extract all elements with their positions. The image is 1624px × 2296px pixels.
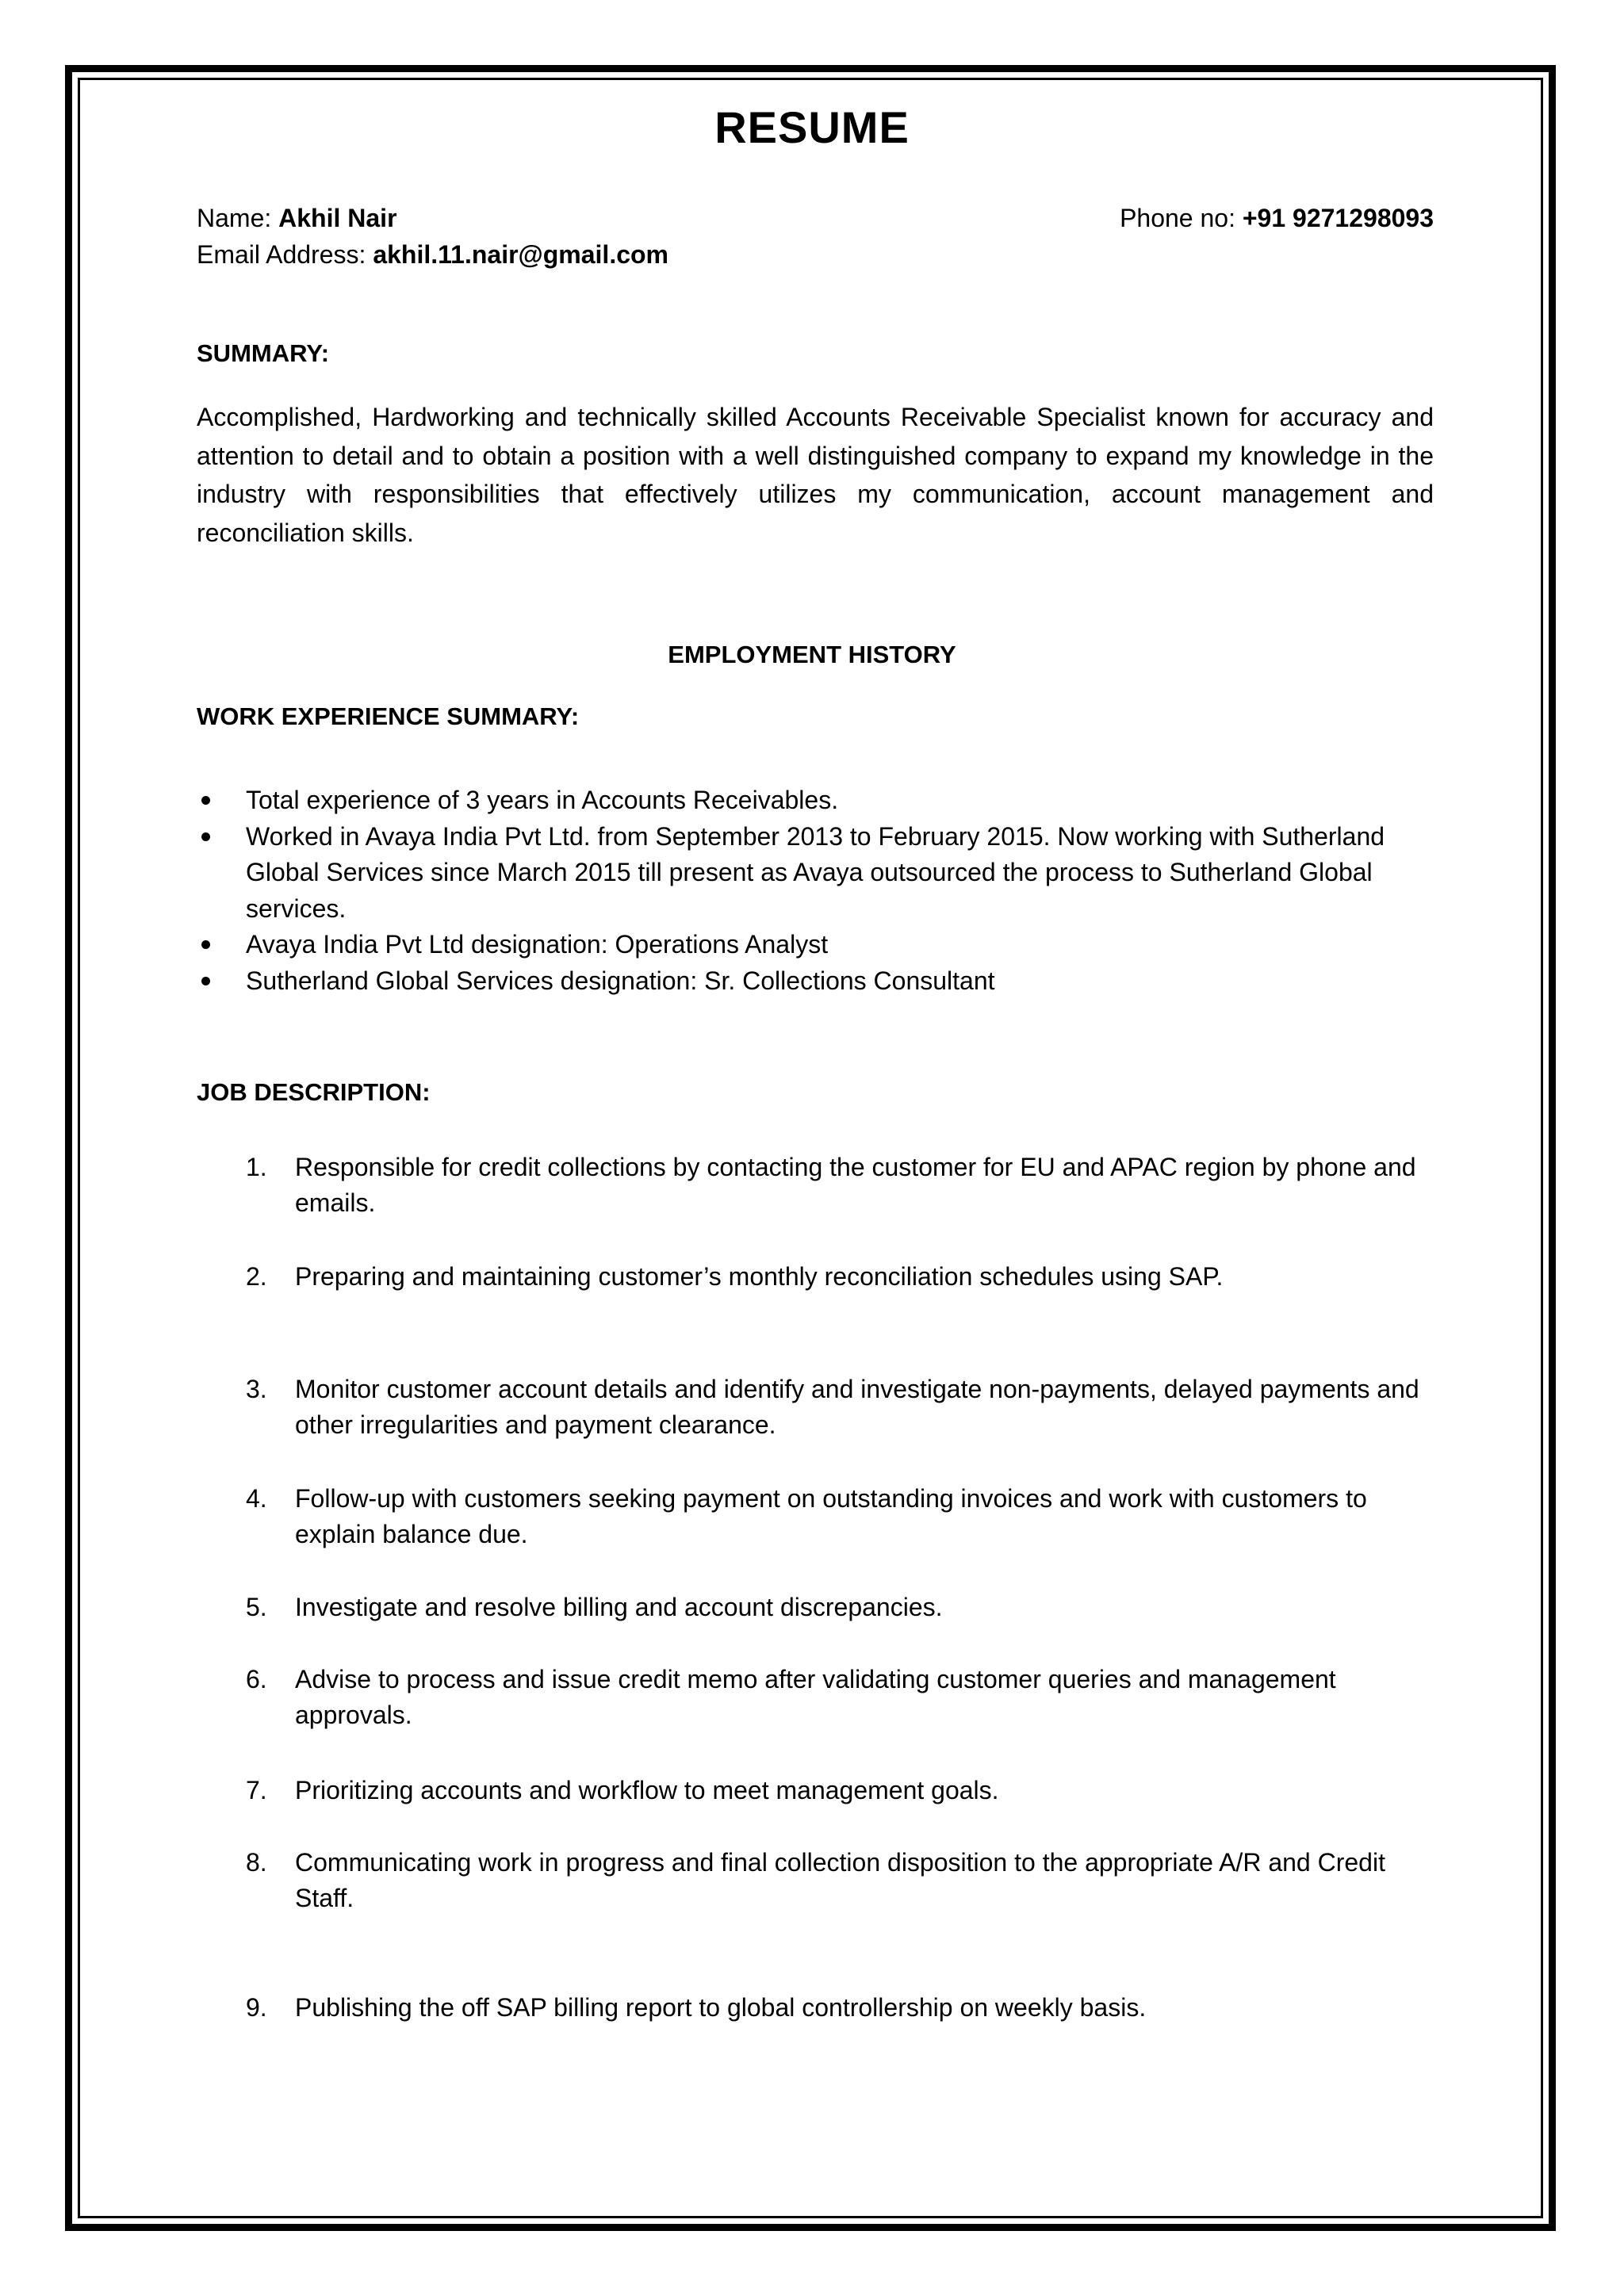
job-description-heading: JOB DESCRIPTION: [197,1078,431,1106]
list-item: Total experience of 3 years in Accounts Receivables. [197,783,1434,819]
item-number: 8. [246,1848,267,1877]
summary-text: Accomplished, Hardworking and technically skilled Accounts Receivable Specialist known for accuracy and attention to detail and to obtain a position with a well distinguished company to expand my knowledge in the industry with responsibilities that effectively utilizes my communication, account management and reconciliation skills. [197,403,1434,547]
phone-line [1120,200,1434,236]
item-number: 9. [246,1993,267,2022]
item-text: Publishing the off SAP billing report to global controllership on weekly basis. [295,1993,1147,2022]
list-item: Avaya India Pvt Ltd designation: Operations Analyst [197,927,1434,963]
summary-heading: SUMMARY: [197,339,330,367]
email-line [197,236,668,273]
item-number: 5. [246,1593,267,1621]
item-number: 4. [246,1484,267,1513]
item-text: Responsible for credit collections by contacting the customer for EU and APAC region by phone and emails. [295,1153,1416,1217]
name-value: Akhil Nair [278,204,397,232]
work-experience-list [197,783,1434,999]
name-line [197,200,397,236]
item-text: Follow-up with customers seeking payment on outstanding invoices and work with customers to explain balance due. [295,1484,1367,1548]
email-label: Email Address: [197,240,366,269]
item-number: 6. [246,1665,267,1693]
item-number: 1. [246,1153,267,1181]
item-text: Prioritizing accounts and workflow to meet management goals. [295,1776,999,1804]
item-number: 3. [246,1375,267,1403]
name-label: Name: [197,204,272,232]
item-text: Monitor customer account details and identify and investigate non-payments, delayed payments and other irregularities and payment clearance. [295,1375,1419,1439]
item-text: Communicating work in progress and final collection disposition to the appropriate A/R and Credit Staff. [295,1848,1385,1912]
resume-title: RESUME [714,102,910,152]
phone-label: Phone no: [1120,204,1235,232]
item-number: 7. [246,1776,267,1804]
email-value: akhil.11.nair@gmail.com [373,240,668,269]
item-text: Advise to process and issue credit memo after validating customer queries and management approvals. [295,1665,1336,1729]
list-item: Worked in Avaya India Pvt Ltd. from September 2013 to February 2015. Now working with Sutherland Global Services since March 2015 till present as Avaya outsourced the process to Sutherland Global services. [197,819,1434,928]
item-text: Preparing and maintaining customer’s monthly reconciliation schedules using SAP. [295,1262,1224,1291]
list-item: Sutherland Global Services designation: Sr. Collections Consultant [197,963,1434,1000]
work-experience-summary-heading: WORK EXPERIENCE SUMMARY: [197,702,580,730]
employment-history-heading: EMPLOYMENT HISTORY [668,641,956,668]
item-text: Investigate and resolve billing and account discrepancies. [295,1593,943,1621]
phone-value: +91 9271298093 [1242,204,1434,232]
item-number: 2. [246,1262,267,1291]
